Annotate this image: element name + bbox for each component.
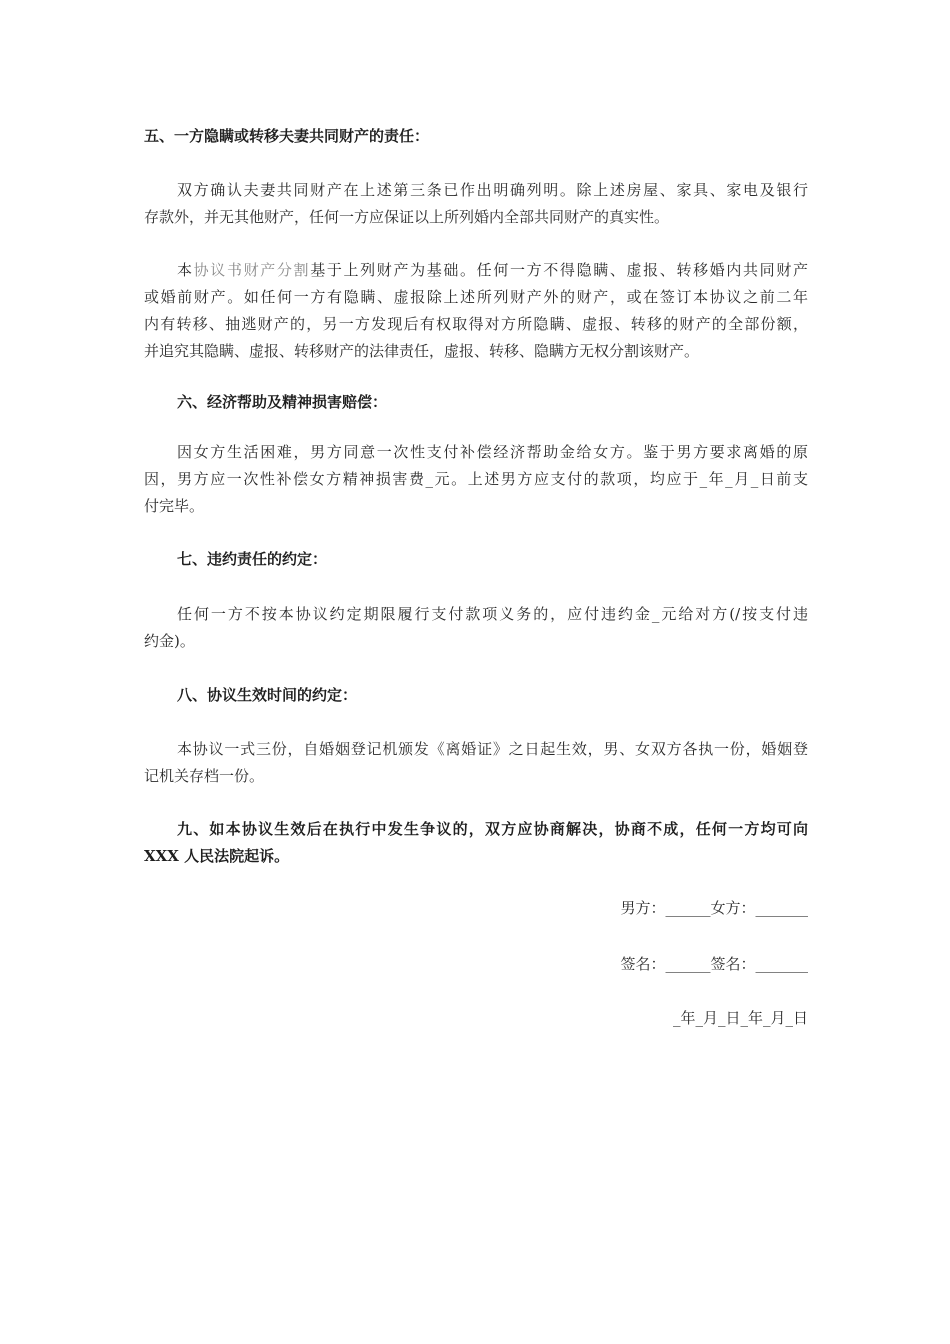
paragraph-line: 因，男方应一次性补偿女方精神损害费_元。上述男方应支付的款项，均应于_年_月_日前支 xyxy=(144,470,808,488)
section-8 xyxy=(144,682,808,709)
paragraph-line: 或婚前财产。如任何一方有隐瞒、虚报除上述所列财产外的财产，或在签订本协议之前二年 xyxy=(144,288,808,306)
section-8-paragraph xyxy=(144,736,808,790)
section-5 xyxy=(144,123,808,150)
paragraph-text: 本 xyxy=(177,261,194,279)
paragraph-line: 双方确认夫妻共同财产在上述第三条已作出明确列明。除上述房屋、家具、家电及银行 xyxy=(177,181,808,199)
paragraph-line: 并追究其隐瞒、虚报、转移财产的法律责任，虚报、转移、隐瞒方无权分割该财产。 xyxy=(144,342,700,360)
section-7-heading: 七、违约责任的约定： xyxy=(177,550,328,568)
section-5-heading: 五、一方隐瞒或转移夫妻共同财产的责任： xyxy=(144,127,430,145)
section-5-paragraph-2 xyxy=(144,257,808,365)
paragraph-line xyxy=(144,257,808,284)
section-5-paragraph-1 xyxy=(144,177,808,231)
paragraph-line: 内有转移、抽逃财产的，另一方发现后有权取得对方所隐瞒、虚报、转移的财产的全部份额， xyxy=(144,315,808,333)
property-division-link[interactable]: 协议书财产分割 xyxy=(193,261,311,279)
paragraph-line: XXX 人民法院起诉。 xyxy=(144,847,290,865)
section-7-paragraph xyxy=(144,601,808,655)
section-6-paragraph xyxy=(144,439,808,520)
paragraph-line: 约金)。 xyxy=(144,632,195,650)
signature-signs: 签名：______签名：_______ xyxy=(620,955,808,973)
section-6-heading: 六、经济帮助及精神损害赔偿： xyxy=(177,393,388,411)
paragraph-line: 记机关存档一份。 xyxy=(144,767,265,785)
section-9-paragraph xyxy=(144,816,808,870)
signature-dates: _年_月_日_年_月_日 xyxy=(672,1009,808,1027)
paragraph-line: 任何一方不按本协议约定期限履行支付款项义务的，应付违约金_元给对方(/按支付违 xyxy=(177,605,808,623)
paragraph-line: 九、如本协议生效后在执行中发生争议的，双方应协商解决，协商不成，任何一方均可向 xyxy=(177,820,808,838)
section-7 xyxy=(144,546,808,573)
paragraph-line: 本协议一式三份，自婚姻登记机颁发《离婚证》之日起生效，男、女双方各执一份，婚姻登 xyxy=(177,740,808,758)
signature-parties: 男方：______女方：_______ xyxy=(620,899,808,917)
paragraph-line: 因女方生活困难，男方同意一次性支付补偿经济帮助金给女方。鉴于男方要求离婚的原 xyxy=(177,443,808,461)
paragraph-text: 基于上列财产为基础。任何一方不得隐瞒、虚报、转移婚内共同财产 xyxy=(310,261,808,279)
paragraph-line: 付完毕。 xyxy=(144,497,205,515)
section-6 xyxy=(144,389,808,416)
section-8-heading: 八、协议生效时间的约定： xyxy=(177,686,358,704)
paragraph-line: 存款外，并无其他财产，任何一方应保证以上所列婚内全部共同财产的真实性。 xyxy=(144,208,670,226)
